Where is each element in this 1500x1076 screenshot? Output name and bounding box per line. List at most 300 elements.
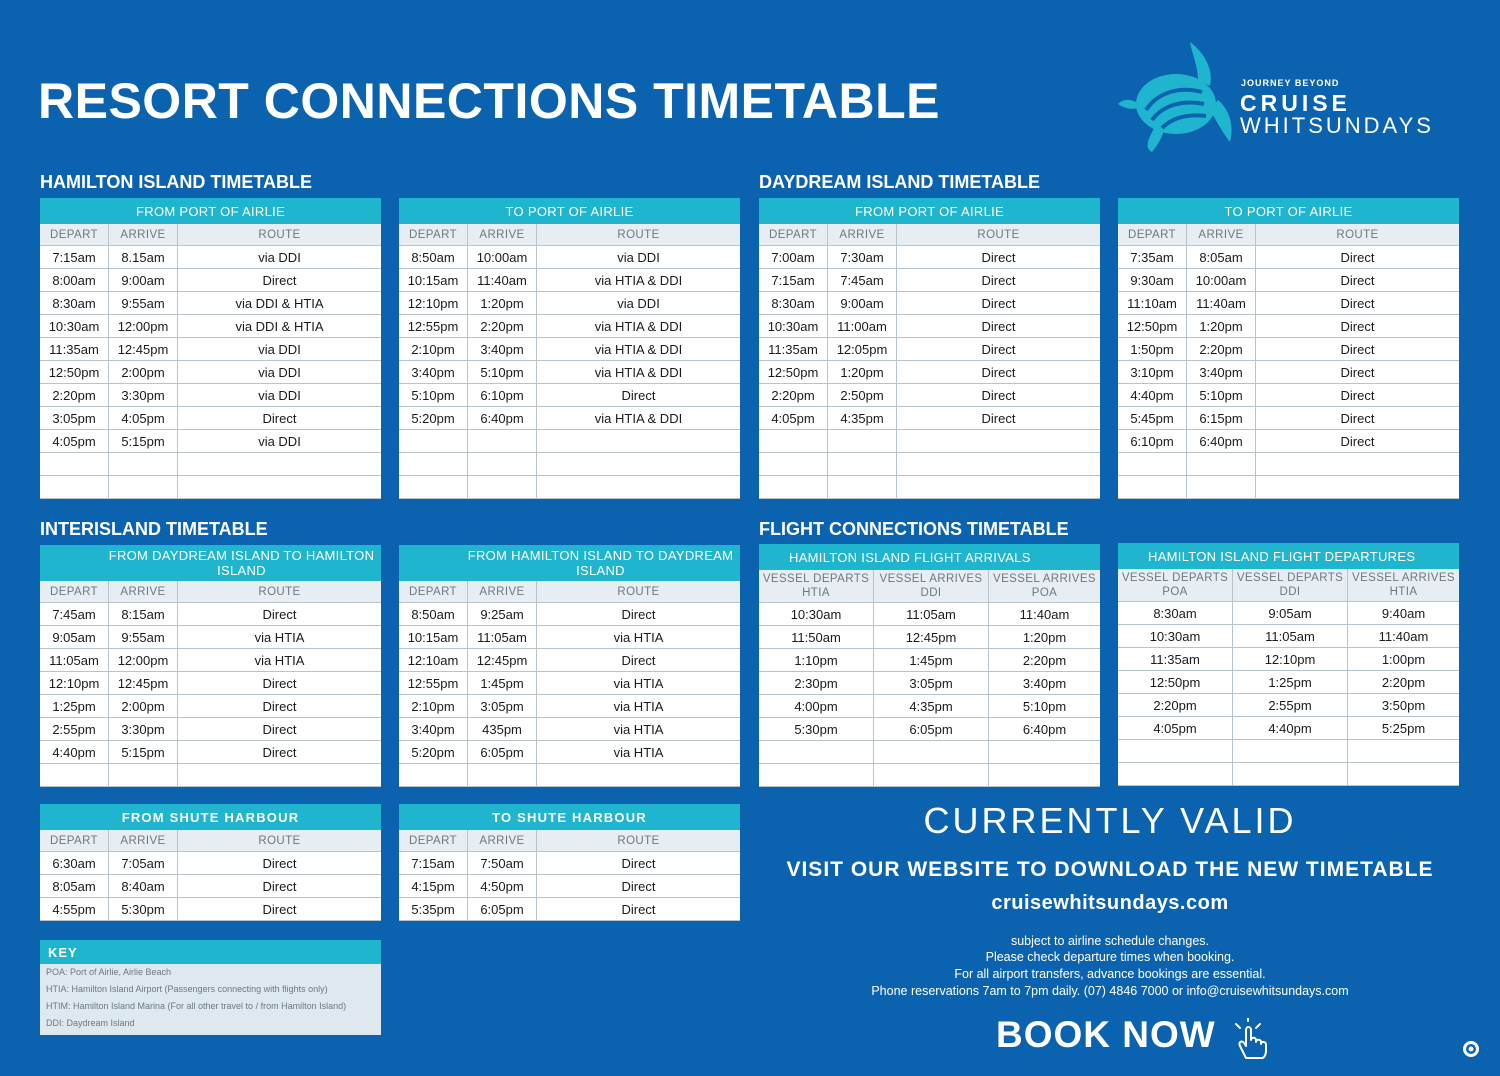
table-cell: via DDI — [258, 249, 301, 265]
table-row — [399, 603, 740, 626]
column-header: VESSEL DEPARTS DDI — [1233, 569, 1348, 601]
table-cell: 5:35pm — [399, 898, 468, 920]
table-cell: 9:00am — [109, 269, 178, 291]
table-cell — [759, 453, 828, 475]
table-cell: Direct — [1340, 410, 1375, 426]
table-cell: 11:05am — [1233, 625, 1348, 647]
table-caption: TO PORT OF AIRLIE — [1118, 198, 1459, 224]
table-cell — [468, 476, 537, 498]
column-header: ROUTE — [617, 228, 660, 241]
table-cell: 2:50pm — [828, 384, 897, 406]
column-header: VESSEL DEPARTS HTIA — [759, 570, 874, 602]
table-cell: 11:50am — [759, 626, 874, 648]
table-cell: via DDI — [617, 295, 660, 311]
note-line: subject to airline schedule changes. — [1010, 934, 1210, 948]
table-row — [1118, 246, 1459, 269]
table-cell: 12:00pm — [109, 649, 178, 671]
table-cell: 11:05am — [40, 649, 109, 671]
table-cell: 11:35am — [40, 338, 109, 360]
table-cell: 12:05pm — [828, 338, 897, 360]
hamilton-to-airlie-table — [399, 198, 740, 499]
table-cell: 9:30am — [1118, 269, 1187, 291]
table-cell: 3:05pm — [468, 695, 537, 717]
table-row — [759, 741, 1100, 764]
table-row — [40, 315, 381, 338]
table-row — [399, 430, 740, 453]
table-cell: Direct — [621, 855, 656, 871]
table-cell: 12:45pm — [468, 649, 537, 671]
table-cell: 4:05pm — [109, 407, 178, 429]
table-cell: Direct — [621, 387, 656, 403]
table-cell: Direct — [981, 341, 1016, 357]
table-cell: 5:15pm — [109, 430, 178, 452]
table-row — [40, 875, 381, 898]
table-cell: 5:30pm — [109, 898, 178, 920]
table-cell: 1:50pm — [1118, 338, 1187, 360]
table-row — [40, 407, 381, 430]
table-cell: 9:00am — [828, 292, 897, 314]
table-cell: 2:00pm — [109, 695, 178, 717]
table-row — [40, 626, 381, 649]
table-row — [399, 476, 740, 499]
table-cell — [40, 453, 109, 475]
table-cell: 10:30am — [1118, 625, 1233, 647]
table-cell: Direct — [262, 606, 297, 622]
table-cell: 7:30am — [828, 246, 897, 268]
table-cell: 1:45pm — [468, 672, 537, 694]
table-cell: 8:30am — [40, 292, 109, 314]
table-cell: 8:15am — [109, 603, 178, 625]
table-row — [399, 741, 740, 764]
table-row — [40, 852, 381, 875]
table-cell — [989, 764, 1100, 786]
table-cell: 12:10pm — [1233, 648, 1348, 670]
table-cell: Direct — [1340, 272, 1375, 288]
table-cell: 2:20pm — [1118, 694, 1233, 716]
table-row — [40, 246, 381, 269]
table-row — [1118, 430, 1459, 453]
column-header: DEPART — [399, 830, 468, 851]
column-header: ARRIVE — [468, 581, 537, 602]
table-cell: 9:55am — [109, 626, 178, 648]
table-cell: Direct — [262, 272, 297, 288]
table-cell: via DDI — [258, 364, 301, 380]
table-caption: FROM PORT OF AIRLIE — [759, 198, 1100, 224]
table-caption: FROM HAMILTON ISLAND TO DAYDREAM ISLAND — [399, 545, 740, 581]
column-header: ROUTE — [258, 834, 301, 847]
table-cell: Direct — [981, 249, 1016, 265]
table-cell: 4:50pm — [468, 875, 537, 897]
table-cell — [399, 453, 468, 475]
table-cell: 1:10pm — [759, 649, 874, 671]
table-cell — [759, 741, 874, 763]
table-cell: 2:20pm — [1187, 338, 1256, 360]
table-cell: 5:10pm — [1187, 384, 1256, 406]
table-cell — [1118, 453, 1187, 475]
table-row — [40, 741, 381, 764]
note-line: For all airport transfers, advance bookings are essential. — [954, 967, 1266, 981]
table-cell: via DDI & HTIA — [235, 295, 324, 311]
table-cell — [537, 476, 740, 498]
table-cell: via HTIA & DDI — [594, 318, 683, 334]
table-cell: 1:00pm — [1381, 651, 1426, 667]
from-shute-harbour-table — [40, 804, 381, 921]
table-cell: 8:40am — [109, 875, 178, 897]
table-row — [759, 361, 1100, 384]
table-cell: 12:50pm — [1118, 671, 1233, 693]
column-header: DEPART — [40, 830, 109, 851]
table-cell: Direct — [262, 855, 297, 871]
table-cell: 2:55pm — [1233, 694, 1348, 716]
table-cell: via DDI — [258, 387, 301, 403]
table-cell: 9:05am — [1233, 602, 1348, 624]
table-cell: 6:10pm — [468, 384, 537, 406]
column-header: VESSEL DEPARTS POA — [1118, 569, 1233, 601]
table-cell: 8:50am — [399, 246, 468, 268]
table-cell — [40, 476, 109, 498]
table-caption: FROM SHUTE HARBOUR — [40, 804, 381, 830]
table-cell: 7:15am — [40, 246, 109, 268]
table-row — [759, 695, 1100, 718]
target-icon — [1462, 1040, 1480, 1058]
table-cell: 5:10pm — [468, 361, 537, 383]
table-row — [759, 764, 1100, 787]
table-row — [1118, 338, 1459, 361]
table-row — [759, 718, 1100, 741]
table-cell: 11:00am — [828, 315, 897, 337]
table-cell: 3:40pm — [399, 361, 468, 383]
table-cell — [537, 430, 740, 452]
table-cell: Direct — [262, 901, 297, 917]
table-header-row — [399, 581, 740, 603]
table-cell: Direct — [1340, 318, 1375, 334]
table-cell: 4:40pm — [1118, 384, 1187, 406]
table-cell: via HTIA & DDI — [594, 341, 683, 357]
column-header: ROUTE — [258, 228, 301, 241]
table-cell: 1:20pm — [1022, 629, 1067, 645]
table-cell: 11:35am — [1118, 648, 1233, 670]
table-row — [759, 292, 1100, 315]
table-cell: 12:45pm — [874, 626, 989, 648]
note-line: Please check departure times when booking. — [985, 950, 1235, 964]
column-header: ARRIVE — [828, 224, 897, 245]
table-cell: 3:40pm — [1022, 675, 1067, 691]
table-row — [1118, 602, 1459, 625]
flight-departures-table — [1118, 543, 1459, 786]
table-cell: 9:40am — [1381, 605, 1426, 621]
table-cell: 9:55am — [109, 292, 178, 314]
column-header: ROUTE — [977, 228, 1020, 241]
hamilton-section-title: HAMILTON ISLAND TIMETABLE — [40, 172, 312, 192]
flight-arrivals-table — [759, 544, 1100, 787]
table-cell: 3:10pm — [1118, 361, 1187, 383]
note-line: Phone reservations 7am to 7pm daily. (07) 4846 7000 or info@cruisewhitsundays.com — [871, 984, 1349, 998]
table-row — [1118, 384, 1459, 407]
table-caption: FROM DAYDREAM ISLAND TO HAMILTON ISLAND — [40, 545, 381, 581]
table-caption: FROM PORT OF AIRLIE — [40, 198, 381, 224]
table-cell: 7:50am — [468, 852, 537, 874]
table-row — [759, 384, 1100, 407]
table-row — [759, 430, 1100, 453]
table-cell: Direct — [621, 901, 656, 917]
table-cell — [1233, 740, 1348, 762]
table-header-row — [399, 830, 740, 852]
table-row — [40, 292, 381, 315]
table-cell: 4:40pm — [1233, 717, 1348, 739]
column-header: DEPART — [40, 581, 109, 602]
table-cell: 10:30am — [40, 315, 109, 337]
table-cell: 11:05am — [468, 626, 537, 648]
table-cell: 9:05am — [40, 626, 109, 648]
table-cell — [399, 476, 468, 498]
table-cell: 8:30am — [1118, 602, 1233, 624]
table-cell: via HTIA — [254, 652, 305, 668]
table-cell: 4:05pm — [759, 407, 828, 429]
table-cell: 2:20pm — [759, 384, 828, 406]
table-cell — [828, 453, 897, 475]
table-cell: 9:25am — [468, 603, 537, 625]
table-row — [399, 626, 740, 649]
table-cell: 3:40pm — [399, 718, 468, 740]
table-row — [399, 695, 740, 718]
key-title: KEY — [40, 940, 381, 964]
column-header: DEPART — [40, 224, 109, 245]
table-row — [399, 338, 740, 361]
table-header-row — [1118, 569, 1459, 602]
table-cell: 12:00pm — [109, 315, 178, 337]
table-cell: 6:30am — [40, 852, 109, 874]
table-cell: 5:45pm — [1118, 407, 1187, 429]
table-cell: Direct — [1340, 249, 1375, 265]
table-row — [40, 672, 381, 695]
table-cell: 7:15am — [759, 269, 828, 291]
table-row — [399, 875, 740, 898]
table-cell: 5:15pm — [109, 741, 178, 763]
table-cell — [109, 476, 178, 498]
table-row — [40, 430, 381, 453]
table-cell: 11:05am — [874, 603, 989, 625]
table-row — [399, 764, 740, 787]
table-cell: 5:10pm — [1022, 698, 1067, 714]
table-cell: 7:05am — [109, 852, 178, 874]
table-cell — [897, 453, 1100, 475]
table-cell: via HTIA & DDI — [594, 410, 683, 426]
table-cell: 10:15am — [399, 626, 468, 648]
table-cell: 6:05pm — [468, 898, 537, 920]
table-cell: Direct — [262, 744, 297, 760]
visit-website-text: VISIT OUR WEBSITE TO DOWNLOAD THE NEW TIMETABLE — [786, 858, 1434, 881]
table-header-row — [759, 224, 1100, 246]
table-cell: 4:35pm — [828, 407, 897, 429]
table-cell: 12:50pm — [40, 361, 109, 383]
book-now-button[interactable]: BOOK NOW — [996, 1014, 1216, 1055]
table-cell: 6:40pm — [468, 407, 537, 429]
column-header: ROUTE — [258, 585, 301, 598]
table-cell: 8:30am — [759, 292, 828, 314]
column-header: DEPART — [1118, 224, 1187, 245]
table-caption: HAMILTON ISLAND FLIGHT ARRIVALS — [759, 544, 1100, 570]
table-cell: 3:40pm — [1187, 361, 1256, 383]
table-cell: 3:05pm — [40, 407, 109, 429]
table-caption: HAMILTON ISLAND FLIGHT DEPARTURES — [1118, 543, 1459, 569]
column-header: ARRIVE — [468, 224, 537, 245]
table-cell: 6:15pm — [1187, 407, 1256, 429]
table-header-row — [1118, 224, 1459, 246]
table-cell: Direct — [621, 652, 656, 668]
table-cell — [874, 741, 989, 763]
table-cell: Direct — [1340, 387, 1375, 403]
interisland-ham-to-dd-table — [399, 545, 740, 787]
table-cell: via HTIA — [254, 629, 305, 645]
table-cell: 12:55pm — [399, 315, 468, 337]
table-cell — [1233, 763, 1348, 785]
table-cell: via DDI — [617, 249, 660, 265]
table-row — [399, 292, 740, 315]
table-row — [1118, 453, 1459, 476]
table-cell: 10:30am — [759, 603, 874, 625]
table-row — [40, 603, 381, 626]
table-cell: via HTIA — [613, 698, 664, 714]
table-cell: 7:45am — [828, 269, 897, 291]
table-cell: Direct — [1340, 364, 1375, 380]
table-row — [40, 764, 381, 787]
key-item: DDI: Daydream Island — [46, 1018, 135, 1028]
table-cell — [759, 764, 874, 786]
table-cell: 12:45pm — [109, 672, 178, 694]
column-header: DEPART — [759, 224, 828, 245]
column-header: ARRIVE — [109, 830, 178, 851]
table-row — [40, 649, 381, 672]
table-cell: 8:50am — [399, 603, 468, 625]
table-cell: 11:10am — [1118, 292, 1187, 314]
table-cell: 2:55pm — [40, 718, 109, 740]
table-cell — [1348, 740, 1459, 762]
turtle-icon — [1118, 40, 1236, 154]
table-cell: 1:25pm — [40, 695, 109, 717]
table-cell: via HTIA — [613, 721, 664, 737]
table-row — [1118, 648, 1459, 671]
table-cell: 3:30pm — [109, 384, 178, 406]
table-cell — [1187, 476, 1256, 498]
column-header: ROUTE — [617, 834, 660, 847]
table-cell: Direct — [981, 272, 1016, 288]
table-cell: 4:05pm — [1118, 717, 1233, 739]
table-cell — [537, 453, 740, 475]
daydream-section-title: DAYDREAM ISLAND TIMETABLE — [759, 172, 1041, 192]
table-cell: Direct — [1340, 295, 1375, 311]
table-cell: 2:10pm — [399, 695, 468, 717]
table-cell: Direct — [1340, 433, 1375, 449]
table-cell: 3:50pm — [1381, 697, 1426, 713]
table-cell — [1118, 476, 1187, 498]
table-cell: via DDI & HTIA — [235, 318, 324, 334]
table-cell: 4:55pm — [40, 898, 109, 920]
table-cell: 12:55pm — [399, 672, 468, 694]
hamilton-from-airlie-table — [40, 198, 381, 499]
table-cell: Direct — [621, 606, 656, 622]
table-cell: 12:45pm — [109, 338, 178, 360]
column-header: ROUTE — [1336, 228, 1379, 241]
table-cell: 8.15am — [109, 246, 178, 268]
table-row — [399, 718, 740, 741]
table-cell: 4:05pm — [40, 430, 109, 452]
table-cell: 12:10pm — [399, 292, 468, 314]
key-item: HTIA: Hamilton Island Airport (Passengers connecting with flights only) — [46, 984, 328, 994]
table-row — [40, 476, 381, 499]
logo-whitsundays: WHITSUNDAYS — [1240, 113, 1434, 138]
table-row — [759, 649, 1100, 672]
table-row — [759, 407, 1100, 430]
column-header: VESSEL ARRIVES POA — [993, 573, 1096, 599]
table-cell: via HTIA & DDI — [594, 272, 683, 288]
column-header: VESSEL ARRIVES DDI — [874, 570, 989, 602]
table-cell — [759, 430, 828, 452]
table-row — [1118, 269, 1459, 292]
table-cell: 12:10pm — [40, 672, 109, 694]
website-link[interactable]: cruisewhitsundays.com — [991, 892, 1229, 914]
table-row — [759, 476, 1100, 499]
table-cell — [1256, 476, 1459, 498]
table-row — [759, 453, 1100, 476]
table-cell — [399, 430, 468, 452]
table-cell: 4:40pm — [40, 741, 109, 763]
table-cell: 4:00pm — [759, 695, 874, 717]
column-header: ROUTE — [617, 585, 660, 598]
table-row — [399, 384, 740, 407]
table-cell: 10:00am — [1187, 269, 1256, 291]
table-cell: 3:05pm — [874, 672, 989, 694]
table-cell: 11:40am — [1378, 628, 1429, 644]
table-cell: Direct — [621, 878, 656, 894]
logo-tagline: JOURNEY BEYOND — [1241, 78, 1340, 88]
table-cell: 7:15am — [399, 852, 468, 874]
table-cell: 6:40pm — [1022, 721, 1067, 737]
table-cell: 4:35pm — [874, 695, 989, 717]
table-cell: 6:10pm — [1118, 430, 1187, 452]
table-cell — [1118, 763, 1233, 785]
table-caption: TO SHUTE HARBOUR — [399, 804, 740, 830]
table-row — [759, 338, 1100, 361]
table-row — [399, 453, 740, 476]
table-cell: Direct — [262, 878, 297, 894]
table-row — [40, 718, 381, 741]
table-cell — [178, 476, 381, 498]
table-cell: 1:20pm — [828, 361, 897, 383]
table-row — [1118, 694, 1459, 717]
table-cell: 1:20pm — [468, 292, 537, 314]
column-header: DEPART — [399, 224, 468, 245]
table-row — [399, 361, 740, 384]
table-cell: 12:10am — [399, 649, 468, 671]
table-header-row — [40, 581, 381, 603]
table-row — [399, 898, 740, 921]
table-row — [399, 407, 740, 430]
table-row — [40, 695, 381, 718]
table-cell: 3:30pm — [109, 718, 178, 740]
table-cell: 7:00am — [759, 246, 828, 268]
table-cell: 11:40am — [1187, 292, 1256, 314]
table-cell — [897, 476, 1100, 498]
table-cell: Direct — [262, 675, 297, 691]
table-row — [1118, 361, 1459, 384]
table-cell: via HTIA — [613, 744, 664, 760]
table-cell — [178, 764, 381, 786]
table-caption: TO PORT OF AIRLIE — [399, 198, 740, 224]
table-cell: 12:50pm — [759, 361, 828, 383]
table-cell: 11:40am — [1019, 606, 1070, 622]
table-cell: 6:05pm — [468, 741, 537, 763]
table-row — [759, 626, 1100, 649]
